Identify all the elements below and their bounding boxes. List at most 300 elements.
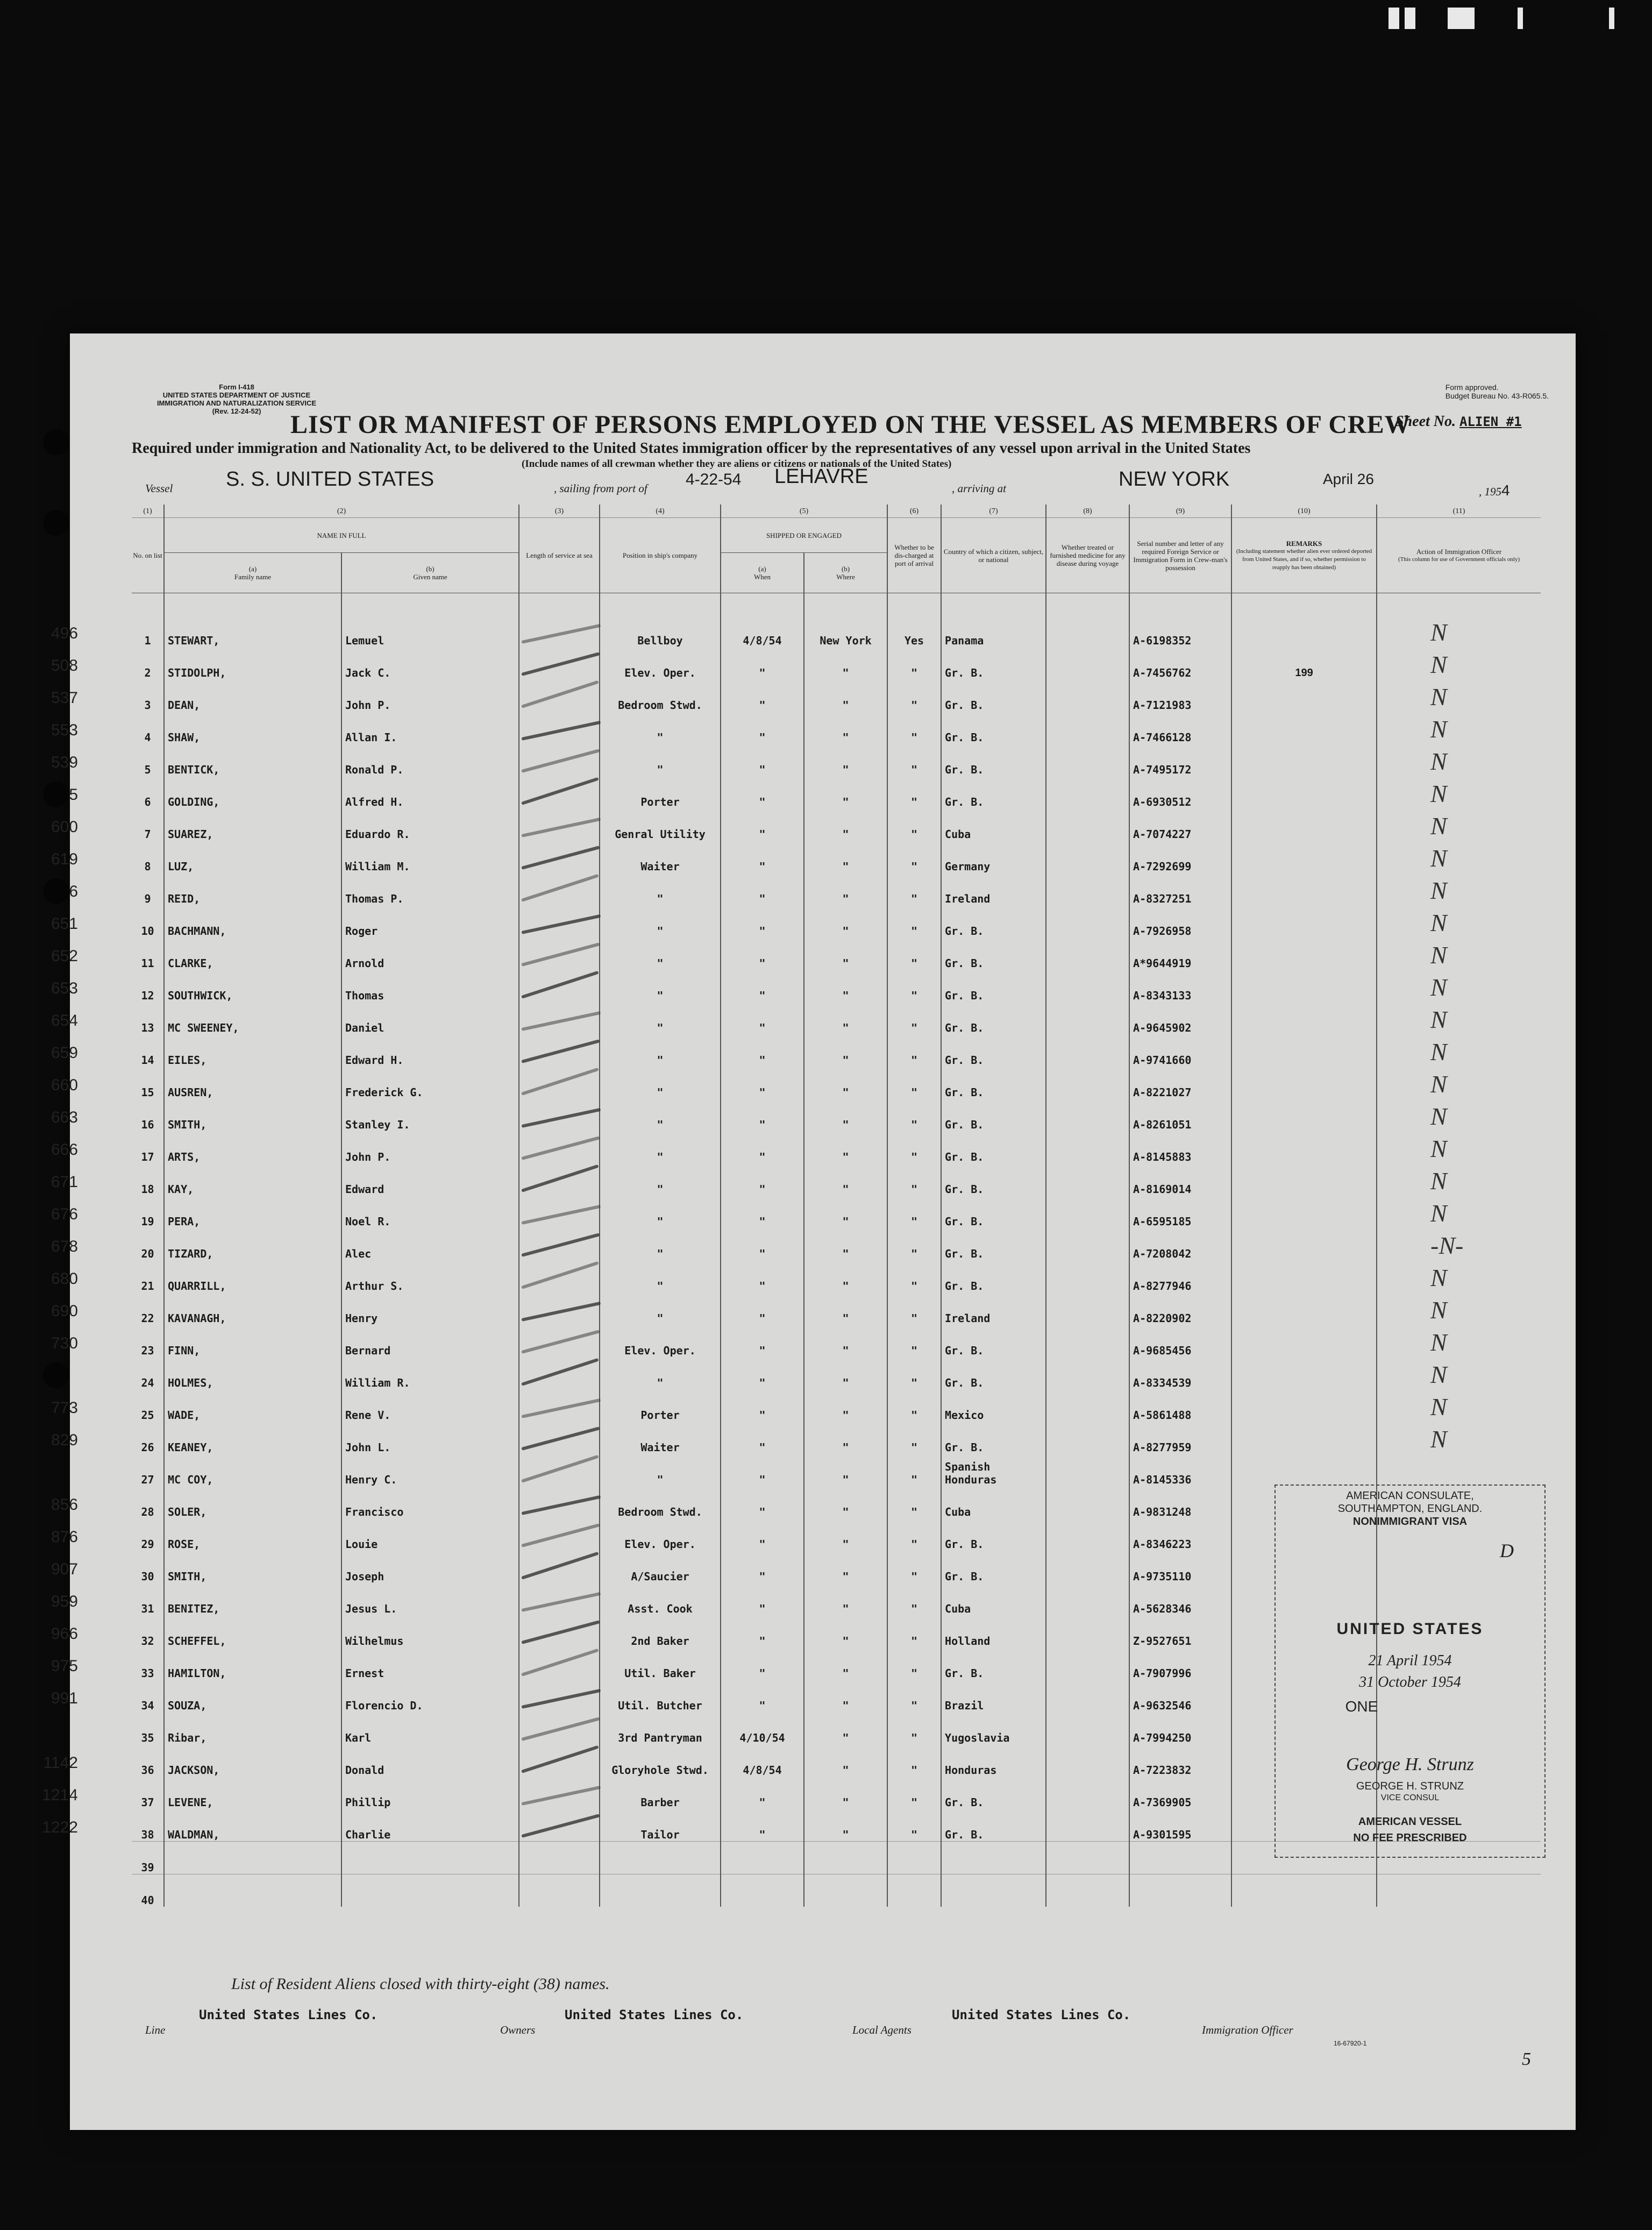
include-note: (Include names of all crewman whether they are aliens or citizens or nationals of the United States)	[522, 458, 952, 470]
given-name: Arthur S.	[341, 1260, 519, 1292]
medicine	[1046, 1099, 1129, 1131]
tally-number: 600	[51, 818, 78, 836]
revision: (Rev. 12-24-52)	[212, 407, 261, 415]
tally-number: 773	[51, 1399, 78, 1417]
row-number: 25	[141, 1409, 154, 1422]
shipped-where: "	[804, 1809, 887, 1842]
family-name: MC COY,	[164, 1454, 341, 1486]
line-label: Line	[145, 2023, 166, 2036]
action-mark: N	[1430, 1135, 1447, 1162]
requirement-text: Required under immigration and Nationality Act, to be delivered to the United States immigration officer by the representatives of any vessel upon arrival in the United States	[132, 440, 1251, 457]
row-number: 10	[141, 925, 154, 938]
approval-block	[1446, 383, 1549, 400]
medicine	[1046, 1777, 1129, 1809]
row-number: 22	[141, 1312, 154, 1325]
shipped-when: "	[721, 1389, 804, 1422]
family-name: STEWART,	[164, 615, 341, 647]
action-cell	[1377, 1357, 1541, 1389]
shipped-where: "	[804, 1292, 887, 1325]
table-row	[132, 905, 1541, 938]
serial-number: A-8277946	[1129, 1260, 1231, 1292]
shipped-where: "	[804, 776, 887, 808]
table-row	[132, 1002, 1541, 1034]
discharged: "	[887, 1196, 941, 1228]
shipped-where: "	[804, 1357, 887, 1389]
action-cell	[1377, 841, 1541, 873]
serial-number: A-9831248	[1129, 1486, 1231, 1518]
action-cell	[1377, 679, 1541, 712]
stamp-location: SOUTHAMPTON, ENGLAND.	[1337, 1503, 1483, 1515]
discharged: "	[887, 1131, 941, 1163]
country: Gr. B.	[941, 1777, 1046, 1809]
table-row	[132, 873, 1541, 905]
discharged: "	[887, 938, 941, 970]
shipped-where: "	[804, 1615, 887, 1647]
shipped-where: "	[804, 712, 887, 744]
serial-number: A-7121983	[1129, 679, 1231, 712]
punch-hole	[43, 510, 69, 536]
col-num-7: (7)	[941, 505, 1046, 518]
table-row	[132, 712, 1541, 744]
country: Gr. B.	[941, 776, 1046, 808]
discharged: "	[887, 744, 941, 776]
position: "	[600, 905, 721, 938]
shipped-when	[721, 1874, 804, 1907]
row-number: 32	[141, 1635, 154, 1647]
discharged: "	[887, 1260, 941, 1292]
position: "	[600, 873, 721, 905]
shipped-when: "	[721, 1163, 804, 1196]
tally-number: 856	[51, 1496, 78, 1514]
col-num-5: (5)	[721, 505, 887, 518]
given-name: Lemuel	[341, 615, 519, 647]
serial-number: A-7074227	[1129, 808, 1231, 841]
shipped-when: "	[721, 1357, 804, 1389]
shipped-where: "	[804, 905, 887, 938]
discharged: "	[887, 1809, 941, 1842]
medicine	[1046, 1454, 1129, 1486]
medicine	[1046, 647, 1129, 679]
shipped-when: "	[721, 1518, 804, 1551]
table-row	[132, 1325, 1541, 1357]
tally-number: 959	[51, 1593, 78, 1610]
col-medicine-header: Whether treated or furnished medicine for any disease during voyage	[1046, 518, 1129, 593]
serial-number: A-7907996	[1129, 1647, 1231, 1680]
given-name	[341, 1842, 519, 1874]
row-number: 36	[141, 1764, 154, 1777]
medicine	[1046, 679, 1129, 712]
shipped-where: "	[804, 679, 887, 712]
shipped-when: "	[721, 841, 804, 873]
col-num-8: (8)	[1046, 505, 1129, 518]
medicine	[1046, 1067, 1129, 1099]
col-discharged-header: Whether to be dis-charged at port of arrival	[887, 518, 941, 593]
country: Gr. B.	[941, 712, 1046, 744]
shipped-where: "	[804, 1680, 887, 1712]
sailing-port: LEHAVRE	[774, 465, 868, 488]
family-name: WADE,	[164, 1389, 341, 1422]
col-num-4: (4)	[600, 505, 721, 518]
shipped-when: "	[721, 776, 804, 808]
tally-number: 678	[51, 1238, 78, 1255]
row-number: 6	[144, 796, 151, 808]
discharged: "	[887, 1777, 941, 1809]
position: Bedroom Stwd.	[600, 679, 721, 712]
given-name: Alfred H.	[341, 776, 519, 808]
shipped-when: "	[721, 1615, 804, 1647]
table-row	[132, 776, 1541, 808]
family-name: ARTS,	[164, 1131, 341, 1163]
length-of-service	[519, 1292, 600, 1325]
stamp-fee: NO FEE PRESCRIBED	[1353, 1832, 1467, 1844]
shipped-when: "	[721, 744, 804, 776]
shipped-when: "	[721, 1551, 804, 1583]
shipped-where: "	[804, 1712, 887, 1744]
action-cell	[1377, 808, 1541, 841]
discharged: "	[887, 679, 941, 712]
discharged: "	[887, 1325, 941, 1357]
country: Gr. B.	[941, 1551, 1046, 1583]
action-cell	[1377, 1163, 1541, 1196]
country: Gr. B.	[941, 1131, 1046, 1163]
shipped-where: "	[804, 1744, 887, 1777]
position: "	[600, 712, 721, 744]
action-cell	[1377, 1067, 1541, 1099]
family-name: SHAW,	[164, 712, 341, 744]
position: Gloryhole Stwd.	[600, 1744, 721, 1777]
given-name: Charlie	[341, 1809, 519, 1842]
remarks	[1231, 905, 1377, 938]
shipped-where: "	[804, 1454, 887, 1486]
position: "	[600, 1034, 721, 1067]
table-row	[132, 1357, 1541, 1389]
action-cell	[1377, 776, 1541, 808]
serial-number: Z-9527651	[1129, 1615, 1231, 1647]
serial-number: A-8261051	[1129, 1099, 1231, 1131]
remarks	[1231, 1034, 1377, 1067]
tally-number: 730	[51, 1334, 78, 1352]
arriving-label: , arriving at	[952, 482, 1006, 495]
col-no-header: No. on list	[132, 518, 164, 593]
length-of-service	[519, 1002, 600, 1034]
shipped-where: "	[804, 1389, 887, 1422]
serial-number: A-8327251	[1129, 873, 1231, 905]
serial-number: A-7223832	[1129, 1744, 1231, 1777]
serial-number: A-7456762	[1129, 647, 1231, 679]
given-name: Henry	[341, 1292, 519, 1325]
given-name: William M.	[341, 841, 519, 873]
serial-number: A-9645902	[1129, 1002, 1231, 1034]
shipped-where: "	[804, 647, 887, 679]
remarks	[1231, 873, 1377, 905]
arrival-port: NEW YORK	[1119, 468, 1230, 491]
tally-number: 6	[69, 883, 78, 900]
given-name: Thomas P.	[341, 873, 519, 905]
serial-number: A-7369905	[1129, 1777, 1231, 1809]
action-mark: N	[1430, 909, 1447, 936]
given-name: Florencio D.	[341, 1680, 519, 1712]
given-name: Bernard	[341, 1325, 519, 1357]
form-code: 16-67920-1	[1334, 2040, 1367, 2047]
stamp-class: D	[1500, 1540, 1514, 1561]
table-row	[132, 938, 1541, 970]
remarks	[1231, 1325, 1377, 1357]
serial-number: A-7466128	[1129, 712, 1231, 744]
shipped-where	[804, 1842, 887, 1874]
stamp-signer: GEORGE H. STRUNZ	[1356, 1780, 1464, 1792]
col-remarks-header: REMARKS (Including statement whether alien ever ordered deported from United States, and if so, whether permission to reapply has been obtained)	[1231, 518, 1377, 593]
action-cell	[1377, 1002, 1541, 1034]
col-num-11: (11)	[1377, 505, 1541, 518]
shipped-when: "	[721, 1777, 804, 1809]
position: Porter	[600, 776, 721, 808]
row-number: 20	[141, 1247, 154, 1260]
serial-number: A-9735110	[1129, 1551, 1231, 1583]
discharged: "	[887, 712, 941, 744]
position: "	[600, 1099, 721, 1131]
remarks	[1231, 1196, 1377, 1228]
action-mark: N	[1430, 1070, 1447, 1098]
tally-number: 539	[51, 754, 78, 771]
action-mark: N	[1430, 1038, 1447, 1066]
remarks	[1231, 776, 1377, 808]
shipped-where: "	[804, 1260, 887, 1292]
family-name: GOLDING,	[164, 776, 341, 808]
stamp-consulate: AMERICAN CONSULATE,	[1346, 1490, 1474, 1502]
length-of-service	[519, 1842, 600, 1874]
shipped-when: "	[721, 1067, 804, 1099]
row-number: 4	[144, 731, 151, 744]
col-shipped-header: SHIPPED OR ENGAGED	[721, 518, 887, 553]
action-mark: N	[1430, 715, 1447, 743]
remarks	[1231, 808, 1377, 841]
family-name: FINN,	[164, 1325, 341, 1357]
table-row	[132, 970, 1541, 1002]
tally-number: 966	[51, 1625, 78, 1643]
given-name: Phillip	[341, 1777, 519, 1809]
shipped-when: "	[721, 1196, 804, 1228]
given-name: Arnold	[341, 938, 519, 970]
discharged: "	[887, 1357, 941, 1389]
given-name: John P.	[341, 679, 519, 712]
row-number: 31	[141, 1602, 154, 1615]
serial-number: A-8343133	[1129, 970, 1231, 1002]
given-name: Jesus L.	[341, 1583, 519, 1615]
discharged: "	[887, 970, 941, 1002]
arrival-year: , 1954	[1479, 482, 1510, 499]
length-of-service	[519, 1099, 600, 1131]
shipped-where: "	[804, 808, 887, 841]
action-mark: N	[1430, 941, 1447, 969]
family-name: JACKSON,	[164, 1744, 341, 1777]
position: Util. Baker	[600, 1647, 721, 1680]
length-of-service	[519, 1486, 600, 1518]
shipped-when: "	[721, 1131, 804, 1163]
row-number: 7	[144, 828, 151, 841]
table-row	[132, 1131, 1541, 1163]
family-name: WALDMAN,	[164, 1809, 341, 1842]
family-name: CLARKE,	[164, 938, 341, 970]
serial-number: A-7495172	[1129, 744, 1231, 776]
sheet-number: Sheet No. ALIEN #1	[1395, 413, 1522, 430]
agents-label: Local Agents	[852, 2023, 912, 2036]
row-number: 35	[141, 1731, 154, 1744]
tally-number: 619	[51, 850, 78, 868]
country: Cuba	[941, 808, 1046, 841]
remarks	[1231, 1389, 1377, 1422]
row-number: 14	[141, 1054, 154, 1067]
country: Cuba	[941, 1583, 1046, 1615]
shipped-where: "	[804, 1647, 887, 1680]
action-mark: N	[1430, 1167, 1447, 1195]
tally-number: 659	[51, 1044, 78, 1062]
remarks	[1231, 679, 1377, 712]
shipped-when: "	[721, 1647, 804, 1680]
manifest-sheet	[42, 333, 1576, 2130]
family-name: AUSREN,	[164, 1067, 341, 1099]
discharged: "	[887, 905, 941, 938]
family-name: LUZ,	[164, 841, 341, 873]
shipped-where: "	[804, 1163, 887, 1196]
shipped-when: "	[721, 1099, 804, 1131]
serial-number: A-6930512	[1129, 776, 1231, 808]
family-name: KAVANAGH,	[164, 1292, 341, 1325]
shipped-when: "	[721, 1325, 804, 1357]
remarks	[1231, 1131, 1377, 1163]
action-mark: N	[1430, 748, 1447, 775]
action-cell	[1377, 1454, 1541, 1486]
approval-text: Form approved.	[1445, 383, 1499, 392]
shipped-where: "	[804, 744, 887, 776]
tally-number: 537	[51, 689, 78, 707]
punch-hole	[43, 1362, 69, 1388]
family-name: ROSE,	[164, 1518, 341, 1551]
tally-number: 676	[51, 1205, 78, 1223]
shipped-when: "	[721, 905, 804, 938]
length-of-service	[519, 1196, 600, 1228]
given-name: John P.	[341, 1131, 519, 1163]
serial-number: A-8145336	[1129, 1454, 1231, 1486]
table-row	[132, 1874, 1541, 1907]
length-of-service	[519, 1777, 600, 1809]
serial-number: A-8221027	[1129, 1067, 1231, 1099]
discharged	[887, 1842, 941, 1874]
country: Gr. B.	[941, 1422, 1046, 1454]
country: Gr. B.	[941, 970, 1046, 1002]
medicine	[1046, 938, 1129, 970]
shipped-when: 4/8/54	[721, 1744, 804, 1777]
position: Bellboy	[600, 615, 721, 647]
country: Mexico	[941, 1389, 1046, 1422]
serial-number: A-8346223	[1129, 1518, 1231, 1551]
action-cell	[1377, 905, 1541, 938]
shipped-when: 4/8/54	[721, 615, 804, 647]
family-name: Ribar,	[164, 1712, 341, 1744]
country: Gr. B.	[941, 938, 1046, 970]
given-name: Allan I.	[341, 712, 519, 744]
shipped-where: "	[804, 1422, 887, 1454]
country: Gr. B.	[941, 1325, 1046, 1357]
tally-number: 975	[51, 1657, 78, 1675]
tally-number: 991	[51, 1689, 78, 1707]
action-cell	[1377, 970, 1541, 1002]
medicine	[1046, 1357, 1129, 1389]
position: Elev. Oper.	[600, 647, 721, 679]
shipped-when: "	[721, 1680, 804, 1712]
tally-number: 876	[51, 1528, 78, 1546]
serial-number: A-8277959	[1129, 1422, 1231, 1454]
discharged: "	[887, 647, 941, 679]
shipped-where: "	[804, 1034, 887, 1067]
country: Gr. B.	[941, 1163, 1046, 1196]
shipped-when: "	[721, 1486, 804, 1518]
shipped-when: "	[721, 1002, 804, 1034]
medicine	[1046, 776, 1129, 808]
shipped-where: "	[804, 1486, 887, 1518]
serial-number: A*9644919	[1129, 938, 1231, 970]
given-name: Karl	[341, 1712, 519, 1744]
discharged: "	[887, 1680, 941, 1712]
medicine	[1046, 1583, 1129, 1615]
position: "	[600, 1292, 721, 1325]
given-name: Thomas	[341, 970, 519, 1002]
length-of-service	[519, 1583, 600, 1615]
country: Gr. B.	[941, 1099, 1046, 1131]
family-name: HAMILTON,	[164, 1647, 341, 1680]
country: Brazil	[941, 1680, 1046, 1712]
tally-number: 651	[51, 915, 78, 933]
table-row	[132, 679, 1541, 712]
discharged: "	[887, 1163, 941, 1196]
col-given-header: (b) Given name	[341, 553, 519, 593]
tally-number: 663	[51, 1109, 78, 1126]
col-num-3: (3)	[519, 505, 600, 518]
remarks	[1231, 1067, 1377, 1099]
action-mark: N	[1430, 651, 1447, 678]
row-number: 38	[141, 1828, 154, 1841]
row-number: 13	[141, 1021, 154, 1034]
length-of-service	[519, 1389, 600, 1422]
row-number: 37	[141, 1796, 154, 1809]
remarks	[1231, 1874, 1377, 1907]
given-name: Edward H.	[341, 1034, 519, 1067]
tally-number: 1214	[42, 1786, 78, 1804]
stamp-issued: 21 April 1954	[1368, 1652, 1452, 1669]
table-row	[132, 808, 1541, 841]
serial-number: A-8169014	[1129, 1163, 1231, 1196]
shipped-when	[721, 1842, 804, 1874]
remarks	[1231, 744, 1377, 776]
shipped-where: "	[804, 1067, 887, 1099]
row-number: 3	[144, 699, 151, 712]
shipped-where: "	[804, 1196, 887, 1228]
medicine	[1046, 1712, 1129, 1744]
medicine	[1046, 1744, 1129, 1777]
serial-number: A-5628346	[1129, 1583, 1231, 1615]
table-row	[132, 1196, 1541, 1228]
family-name: BACHMANN,	[164, 905, 341, 938]
action-cell	[1377, 1099, 1541, 1131]
stamp-title: VICE CONSUL	[1380, 1793, 1440, 1802]
row-number: 15	[141, 1086, 154, 1099]
medicine	[1046, 905, 1129, 938]
tally-number: 660	[51, 1076, 78, 1094]
country: Gr. B.	[941, 1260, 1046, 1292]
country: Gr. B.	[941, 1196, 1046, 1228]
serial-number: A-7994250	[1129, 1712, 1231, 1744]
medicine	[1046, 1680, 1129, 1712]
position: Asst. Cook	[600, 1583, 721, 1615]
